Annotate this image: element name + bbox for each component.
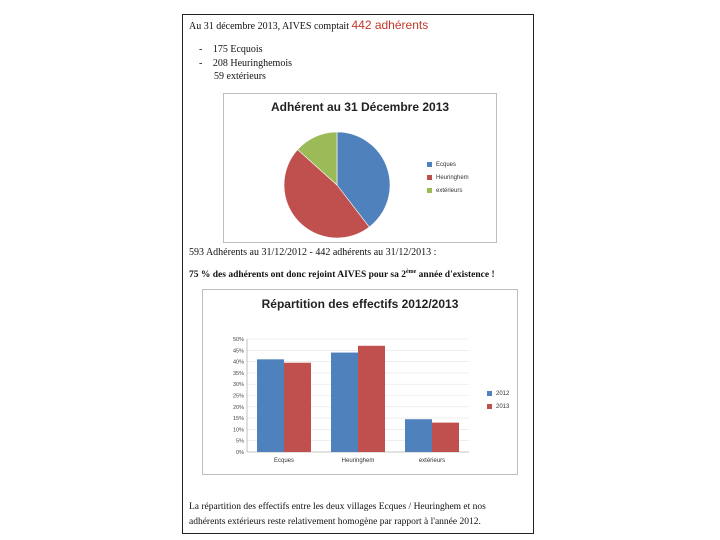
bar-ecques-2013 <box>284 363 311 452</box>
y-tick-label: 0% <box>236 450 244 456</box>
bar-extérieurs-2012 <box>405 419 432 452</box>
bullet-item <box>199 58 292 70</box>
legend-label: 2013 <box>496 403 510 410</box>
y-tick-label: 40% <box>232 359 244 366</box>
pie-chart-title: Adhérent au 31 Décembre 2013 <box>270 100 450 114</box>
retention-sup: ème <box>405 269 417 275</box>
bar-legend-item <box>487 387 509 400</box>
y-tick-label: 20% <box>232 404 244 411</box>
bullet-text: 175 Ecquois <box>212 44 263 55</box>
bar-heuringhem-2013 <box>358 346 385 452</box>
x-tick-label: extérieurs <box>418 458 446 464</box>
bullet-item <box>199 44 263 56</box>
legend-swatch <box>487 404 492 409</box>
bar-ecques-2012 <box>257 359 284 452</box>
y-tick-label: 15% <box>232 416 244 423</box>
bar-heuringhem-2012 <box>331 353 358 452</box>
legend-label: Heuringhem <box>436 174 469 181</box>
retention-line <box>189 266 495 281</box>
bar-chart-title: Répartition des effectifs 2012/2013 <box>261 297 459 311</box>
summary-line: 593 Adhérents au 31/12/2012 - 442 adhérents au 31/12/2013 : <box>189 247 437 258</box>
retention-text: 75 % des adhérents ont donc rejoint AIVES pour sa 2 <box>189 270 406 281</box>
pie-legend-item <box>427 158 469 171</box>
members-count-line <box>189 19 428 33</box>
footer-line: adhérents extérieurs reste relativement homogène par rapport à l'année 2012. <box>189 517 481 527</box>
x-tick-label: Heuringhem <box>341 458 375 464</box>
bullet-marker: - <box>199 44 203 55</box>
legend-swatch <box>427 175 432 180</box>
members-count-highlight: 442 adhérents <box>351 18 429 32</box>
bar-extérieurs-2013 <box>432 423 459 452</box>
legend-swatch <box>427 162 432 167</box>
y-tick-label: 5% <box>236 438 244 445</box>
bullet-item <box>214 71 266 83</box>
bullet-text: 59 extérieurs <box>214 71 266 82</box>
legend-swatch <box>487 391 492 396</box>
footer-line: La répartition des effectifs entre les deux villages Ecques / Heuringhem et nos <box>189 502 486 512</box>
pie-legend-item <box>427 184 469 197</box>
y-tick-label: 50% <box>232 337 244 343</box>
pie-chart <box>223 93 497 243</box>
members-count-prefix: Au 31 décembre 2013, AIVES comptait <box>189 21 349 32</box>
y-tick-label: 10% <box>232 427 244 434</box>
bullet-text: 208 Heuringhemois <box>212 58 292 69</box>
legend-label: 2012 <box>496 390 510 397</box>
y-tick-label: 45% <box>232 348 244 355</box>
bar-legend-item <box>487 400 509 413</box>
x-tick-label: Ecques <box>273 458 295 464</box>
y-tick-label: 25% <box>232 393 244 400</box>
bullet-marker: - <box>199 58 203 69</box>
legend-swatch <box>427 188 432 193</box>
legend-label: Ecques <box>436 161 457 168</box>
bar-chart <box>202 289 518 475</box>
legend-label: extérieurs <box>436 187 463 194</box>
pie-legend <box>427 158 469 197</box>
retention-suffix: année d'existence ! <box>416 270 495 281</box>
document-page <box>182 14 534 534</box>
y-tick-label: 35% <box>232 370 244 377</box>
pie-legend-item <box>427 171 469 184</box>
bar-chart-canvas <box>203 290 517 474</box>
y-tick-label: 30% <box>232 382 244 389</box>
bar-legend <box>487 387 509 413</box>
